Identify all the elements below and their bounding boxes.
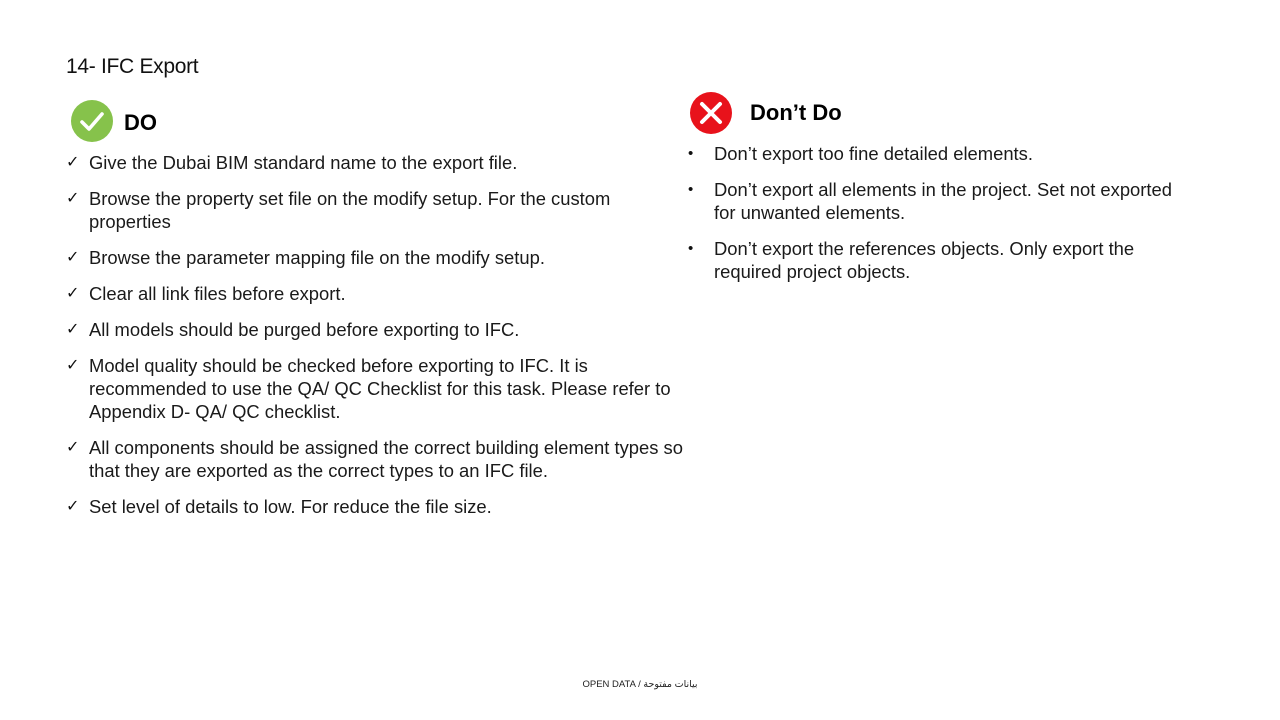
checkmark-icon: ✓ [66, 498, 80, 515]
checkmark-icon: ✓ [66, 439, 80, 456]
do-list-item: ✓ Give the Dubai BIM standard name to the export file. [66, 152, 518, 173]
slide-title: 14- IFC Export [66, 55, 199, 78]
bullet-icon: • [688, 145, 694, 162]
checkmark-icon: ✓ [66, 357, 80, 374]
footer-label: OPEN DATA / بيانات مفتوحة [582, 679, 698, 690]
checkmark-icon: ✓ [66, 190, 80, 207]
dont-list-item: • Don’t export all elements in the project. Set not exported for unwanted elements. [688, 179, 1172, 223]
do-section-header [71, 100, 157, 142]
do-list-item: ✓ Model quality should be checked before exporting to IFC. It is recommended to use the QA/ QC Checklist for this task. Please refer to Appendix D- QA/ QC checklist. [66, 355, 671, 422]
dont-section-header [690, 92, 842, 134]
check-circle-icon [71, 100, 113, 142]
do-heading: DO [124, 110, 157, 135]
do-list-item: ✓ Browse the property set file on the modify setup. For the custom properties [66, 188, 611, 232]
bullet-icon: • [688, 240, 694, 257]
checkmark-icon: ✓ [66, 249, 80, 266]
checkmark-icon: ✓ [66, 321, 80, 338]
do-list [66, 151, 686, 531]
do-list-item: ✓ All components should be assigned the correct building element types so that they are exported as the correct types to an IFC file. [66, 437, 683, 481]
x-circle-icon [690, 92, 732, 134]
checkmark-icon: ✓ [66, 285, 80, 302]
dont-list-item: • Don’t export the references objects. Only export the required project objects. [688, 238, 1135, 282]
bullet-icon: • [688, 181, 694, 198]
do-list-item: ✓ All models should be purged before exporting to IFC. [66, 319, 520, 340]
checkmark-icon: ✓ [66, 154, 80, 171]
dont-list-item: • Don’t export too fine detailed elements. [688, 143, 1033, 164]
do-list-item: ✓ Clear all link files before export. [66, 283, 346, 304]
dont-heading: Don’t Do [750, 100, 842, 125]
do-list-item: ✓ Browse the parameter mapping file on the modify setup. [66, 247, 545, 268]
dont-list [686, 142, 1186, 296]
do-list-item: ✓ Set level of details to low. For reduce the file size. [66, 496, 492, 517]
